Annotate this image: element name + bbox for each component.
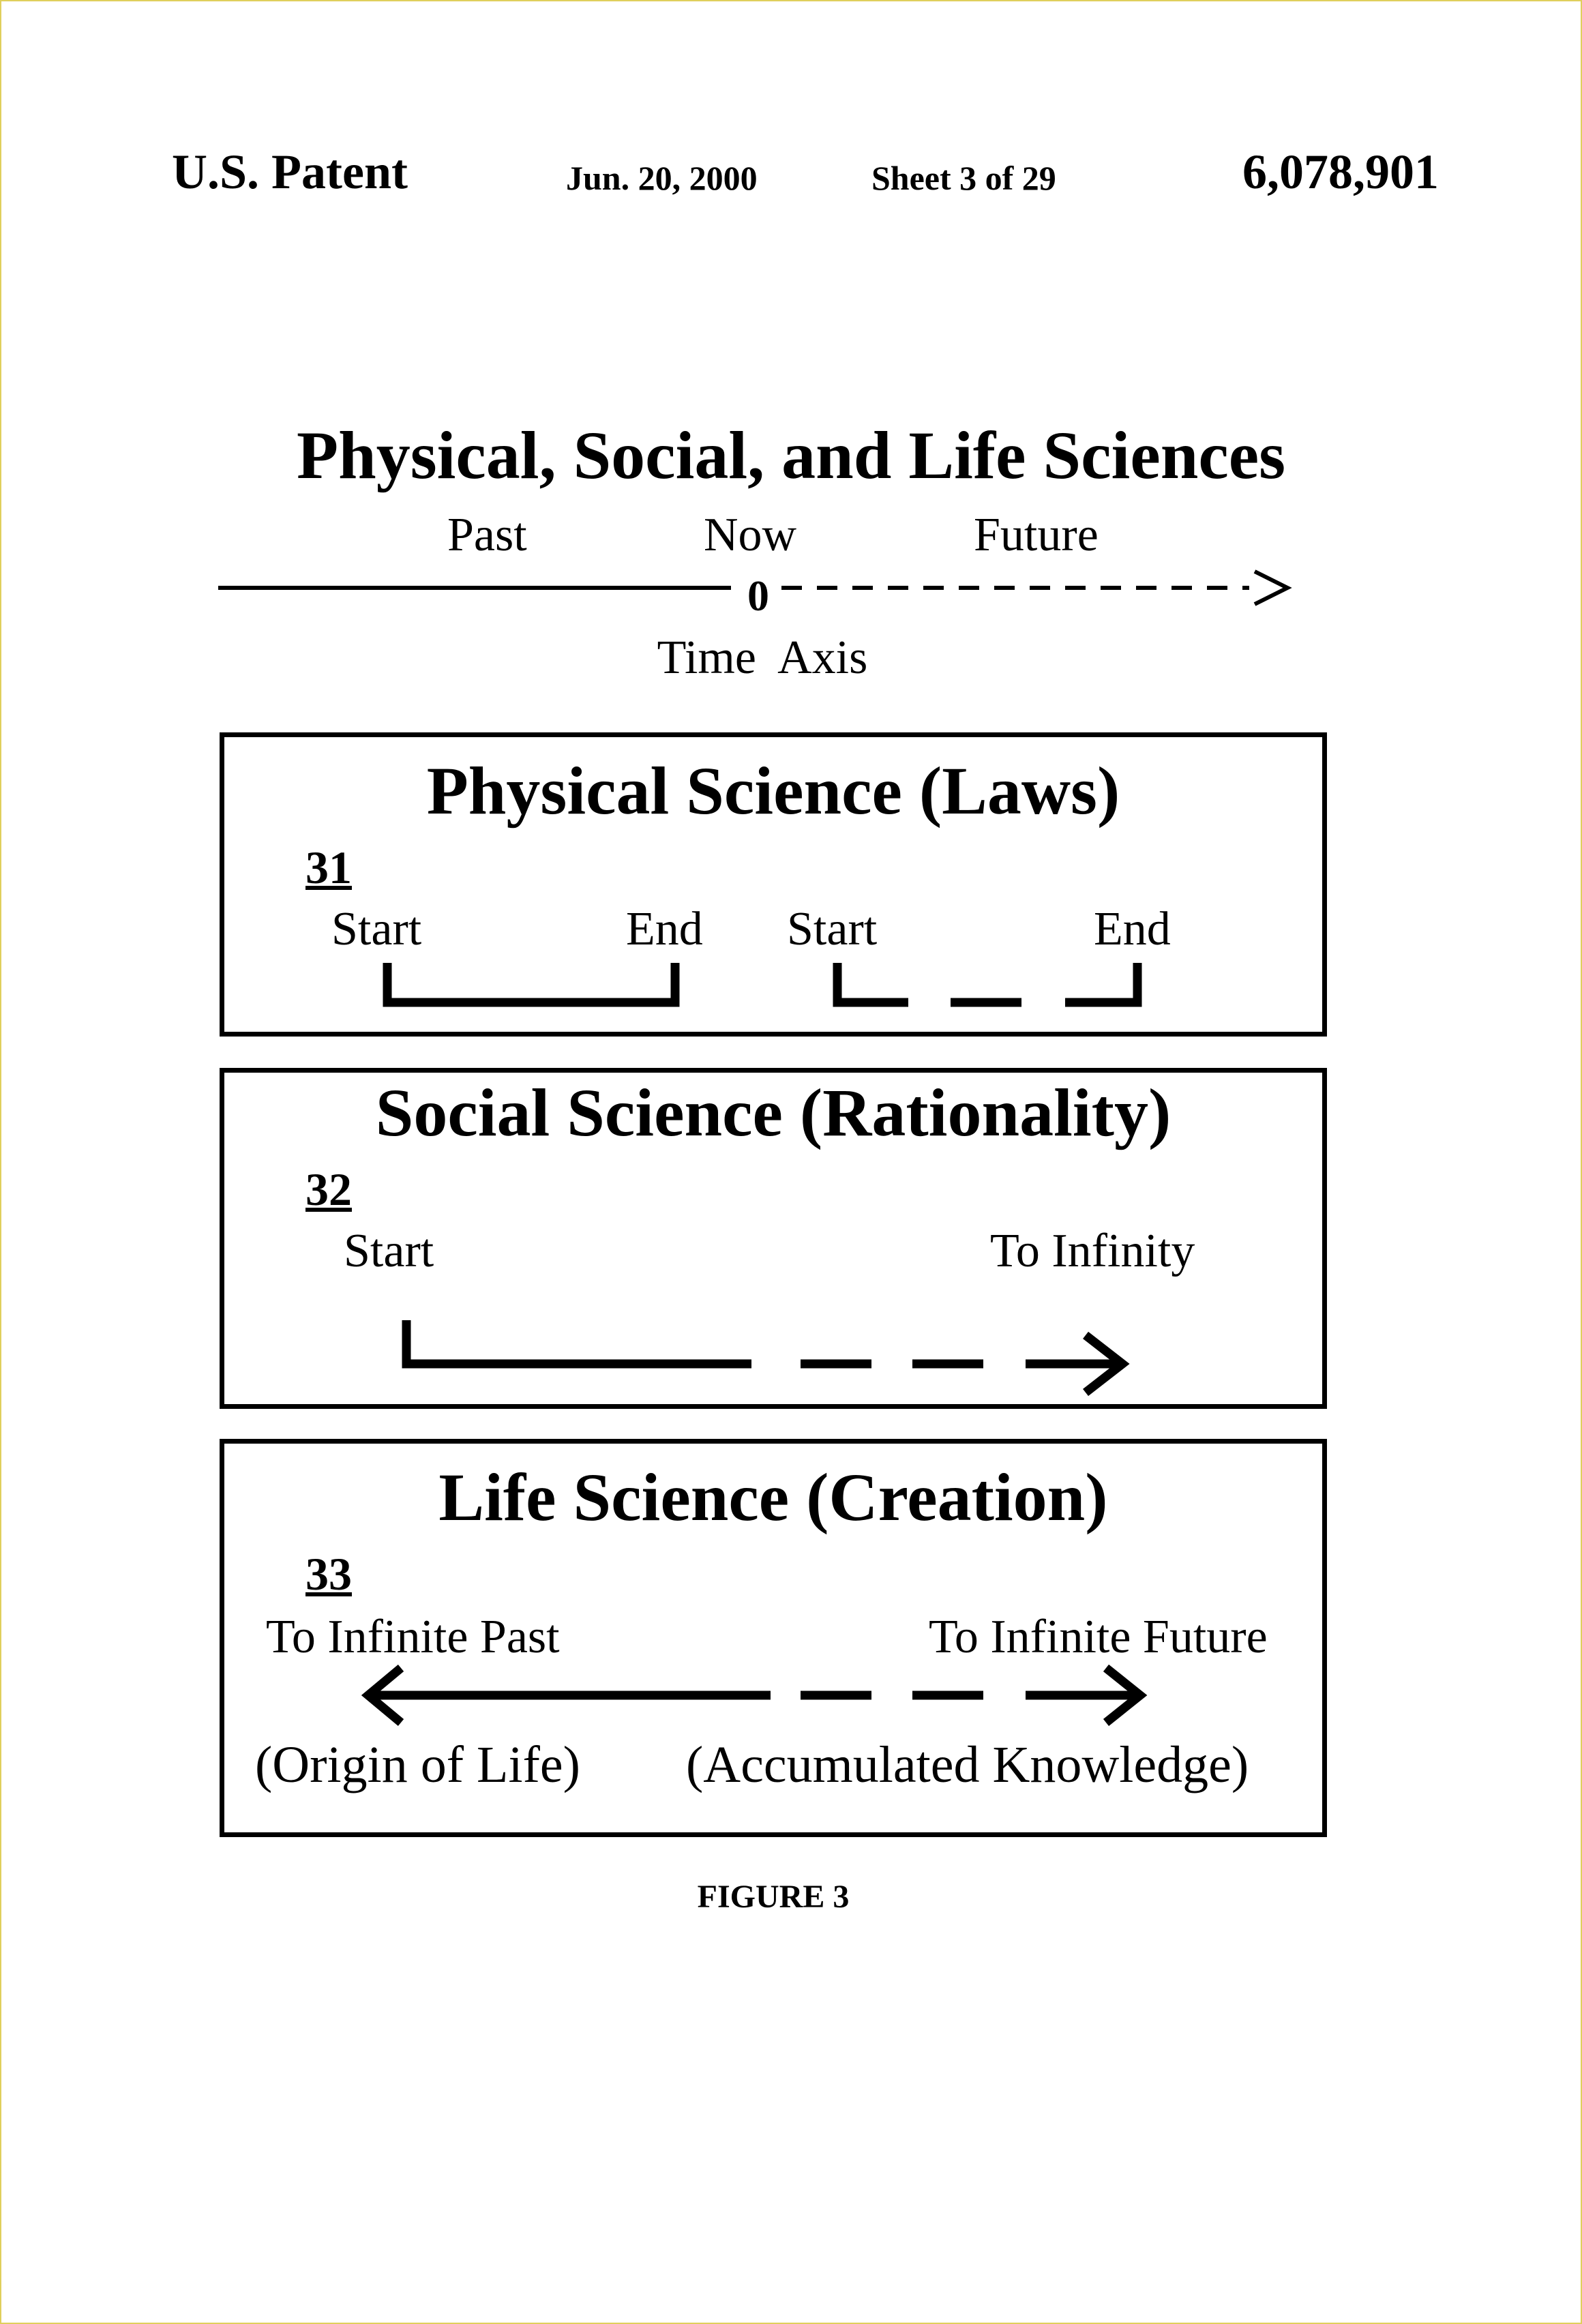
time-axis-label: Time Axis (657, 631, 868, 684)
life-origin-label: (Origin of Life) (255, 1736, 580, 1793)
physical-end-label-1: End (626, 903, 703, 955)
time-zero-label: 0 (747, 571, 769, 620)
physical-science-title: Physical Science (Laws) (426, 753, 1120, 829)
social-solid-segment (406, 1320, 751, 1364)
social-science-title: Social Science (Rationality) (375, 1075, 1171, 1150)
life-infinite-past-label: To Infinite Past (266, 1611, 560, 1663)
time-future-label: Future (974, 509, 1099, 561)
time-now-label: Now (704, 509, 797, 561)
life-science-title: Life Science (Creation) (438, 1459, 1108, 1535)
physical-start-label-1: Start (331, 903, 422, 955)
physical-start-label-2: Start (787, 903, 878, 955)
ref-number-31: 31 (305, 841, 352, 893)
social-start-label: Start (344, 1225, 434, 1277)
time-axis-arrowhead (1255, 571, 1287, 604)
social-infinity-label: To Infinity (990, 1225, 1195, 1277)
physical-dashed-bracket-left (837, 963, 908, 1002)
ref-number-33: 33 (305, 1548, 352, 1600)
diagram-graphics (1, 1, 1581, 2323)
physical-solid-bracket (387, 963, 675, 1002)
life-knowledge-label: (Accumulated Knowledge) (686, 1736, 1249, 1793)
figure-caption: FIGURE 3 (697, 1879, 850, 1915)
life-infinite-future-label: To Infinite Future (929, 1611, 1268, 1663)
sheet-number: Sheet 3 of 29 (871, 159, 1056, 197)
patent-number: 6,078,901 (1242, 145, 1439, 199)
time-past-label: Past (447, 509, 527, 561)
figure-title: Physical, Social, and Life Sciences (297, 417, 1285, 493)
ref-number-32: 32 (305, 1163, 352, 1215)
patent-date: Jun. 20, 2000 (566, 159, 758, 197)
patent-label: U.S. Patent (172, 145, 408, 199)
physical-dashed-bracket-right (1065, 963, 1137, 1002)
physical-end-label-2: End (1094, 903, 1171, 955)
